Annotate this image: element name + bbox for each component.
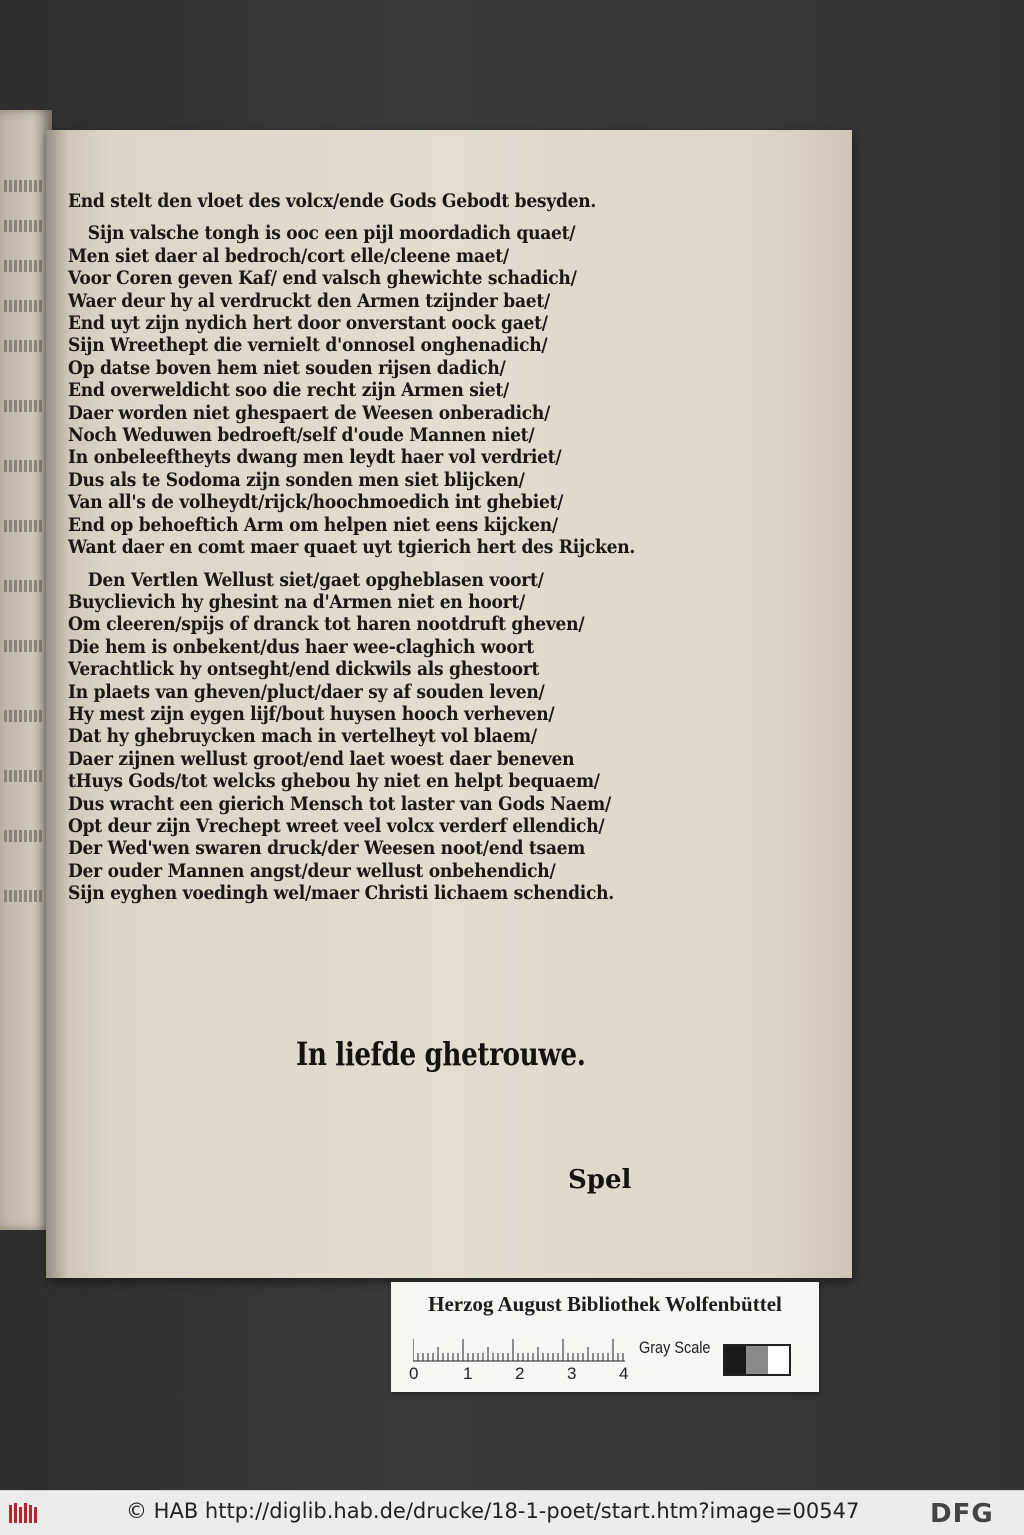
verse-line: Hy mest zijn eygen lijf/bout huysen hooch verheven/ <box>68 702 555 725</box>
bleed-through-text <box>4 340 44 352</box>
gray-scale-swatch <box>723 1344 791 1376</box>
verse-line: In plaets van gheven/pluct/daer sy af souden leven/ <box>68 680 545 703</box>
ruler-number: 4 <box>619 1364 629 1383</box>
previous-page-edge <box>0 110 52 1230</box>
verse-text-block <box>68 190 828 905</box>
verse-line: Verachtlick hy ontseght/end dickwils als ghestoort <box>68 658 540 681</box>
verse-line: Der Wed'wen swaren druck/der Weesen noot/end tsaem <box>68 837 586 860</box>
bleed-through-text <box>4 890 44 902</box>
bleed-through-text <box>4 180 44 192</box>
verse-line: Dat hy ghebruycken mach in vertelheyt vol blaem/ <box>68 725 537 748</box>
swatch-white <box>768 1346 789 1374</box>
verse-line: Sijn eyghen voedingh wel/maer Christi lichaem schendich. <box>68 882 614 905</box>
bleed-through-text <box>4 460 44 472</box>
bleed-through-text <box>4 830 44 842</box>
hab-logo-icon <box>8 1501 42 1525</box>
page-gutter-shadow <box>46 130 68 1278</box>
ruler-number: 1 <box>463 1364 473 1383</box>
verse-line: Om cleeren/spijs of dranck tot haren nootdruft gheven/ <box>68 613 585 636</box>
verse-line: End overweldicht soo die recht zijn Armen siet/ <box>68 379 509 402</box>
bleed-through-text <box>4 770 44 782</box>
verse-line: Dus als te Sodoma zijn sonden men siet blijcken/ <box>68 468 525 491</box>
verse-line: Van all's de volheydt/rijck/hoochmoedich int ghebiet/ <box>68 491 564 514</box>
bleed-through-text <box>4 580 44 592</box>
bleed-through-text <box>4 520 44 532</box>
verse-line: Op datse boven hem niet souden rijsen dadich/ <box>68 356 506 379</box>
copyright-url: © HAB http://diglib.hab.de/drucke/18-1-poet/start.htm?image=00547 <box>126 1499 860 1523</box>
library-scale-label <box>391 1282 819 1392</box>
verse-line: In onbeleeftheyts dwang men leydt haer vol verdriet/ <box>68 446 562 469</box>
footer-bar <box>0 1490 1024 1535</box>
dfg-logo: DFG <box>930 1499 994 1529</box>
verse-line: End stelt den vloet des volcx/ende Gods Gebodt besyden. <box>68 190 597 212</box>
ruler-number: 2 <box>515 1364 525 1383</box>
closing-motto: In liefde ghetrouwe. <box>296 1035 586 1073</box>
bleed-through-text <box>4 400 44 412</box>
verse-line: Sijn Wreethept die vernielt d'onnosel onghenadich/ <box>68 334 548 357</box>
verse-line: Die hem is onbekent/dus haer wee-claghich woort <box>68 635 534 658</box>
verse-line: Buyclievich hy ghesint na d'Armen niet en hoort/ <box>68 590 526 613</box>
verse-line: Dus wracht een gierich Mensch tot laster van Gods Naem/ <box>68 792 611 815</box>
verse-line: End uyt zijn nydich hert door onverstant oock gaet/ <box>68 312 548 335</box>
swatch-gray <box>746 1346 767 1374</box>
verse-line: Den Vertlen Wellust siet/gaet opgheblasen voort/ <box>87 568 544 591</box>
bleed-through-text <box>4 300 44 312</box>
document-page <box>46 130 852 1278</box>
bleed-through-text <box>4 710 44 722</box>
verse-line: Want daer en comt maer quaet uyt tgierich hert des Rijcken. <box>68 536 636 559</box>
ruler-number: 0 <box>409 1364 419 1383</box>
verse-line: Noch Weduwen bedroeft/self d'oude Mannen niet/ <box>68 424 535 447</box>
swatch-black <box>725 1346 746 1374</box>
gray-scale-label: Gray Scale <box>639 1338 711 1357</box>
verse-line: Der ouder Mannen angst/deur wellust onbehendich/ <box>68 859 556 882</box>
bleed-through-text <box>4 640 44 652</box>
catchword: Spel <box>568 1165 632 1195</box>
ruler-number: 3 <box>567 1364 577 1383</box>
verse-line: tHuys Gods/tot welcks ghebou hy niet en helpt bequaem/ <box>68 770 600 793</box>
bleed-through-text <box>4 260 44 272</box>
verse-line: Daer worden niet ghespaert de Weesen onberadich/ <box>68 401 551 424</box>
verse-line: Waer deur hy al verdruckt den Armen tzijnder baet/ <box>68 289 551 312</box>
verse-line: Sijn valsche tongh is ooc een pijl moordadich quaet/ <box>87 222 576 245</box>
verse-line: Voor Coren geven Kaf/ end valsch ghewichte schadich/ <box>68 267 577 290</box>
verse-line: Men siet daer al bedroch/cort elle/cleene maet/ <box>68 244 509 267</box>
library-name: Herzog August Bibliothek Wolfenbüttel <box>428 1292 782 1316</box>
verse-line: Opt deur zijn Vrechept wreet veel volcx verderf ellendich/ <box>68 814 605 837</box>
bleed-through-text <box>4 220 44 232</box>
verse-line: End op behoeftich Arm om helpen niet eens kijcken/ <box>68 513 558 536</box>
ruler-scale <box>413 1332 625 1362</box>
verse-line: Daer zijnen wellust groot/end laet woest daer beneven <box>68 747 575 770</box>
